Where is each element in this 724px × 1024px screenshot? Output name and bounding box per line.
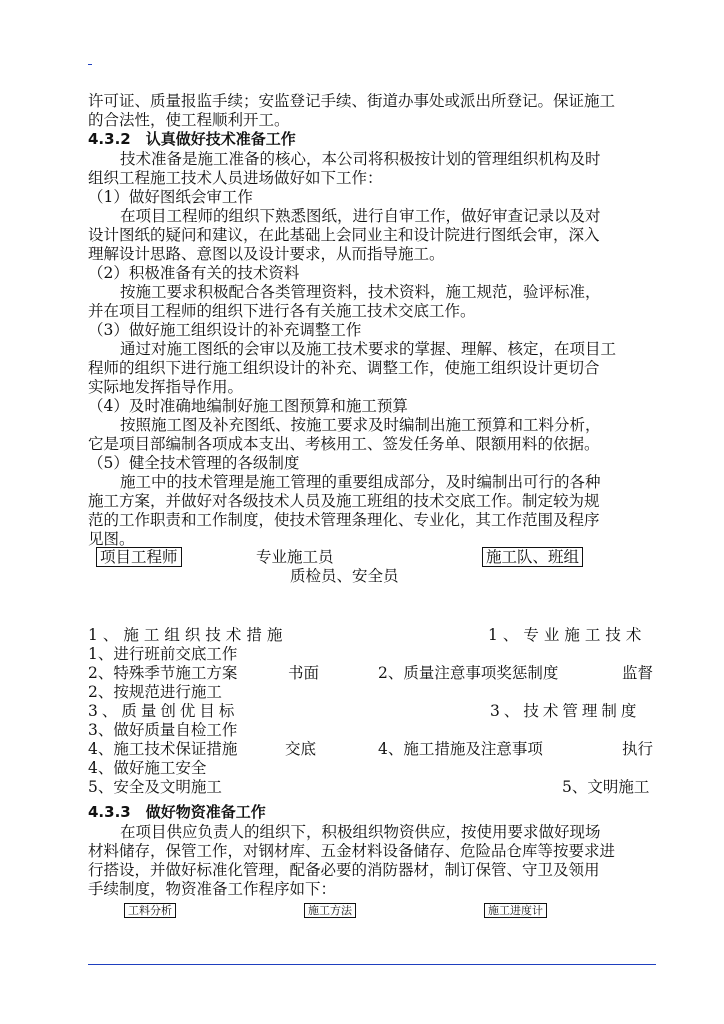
paragraph-line: 按施工要求积极配合各类管理资料，技术资料，施工规范，验评标准， [120, 283, 601, 301]
paragraph-line: 许可证、质量报监手续；安监登记手续、街道办事处或派出所登记。保证施工 [88, 92, 616, 110]
subheading-5: （5）健全技术管理的各级制度 [88, 454, 300, 472]
paragraph-line: 技术准备是施工准备的核心，本公司将积极按计划的管理组织机构及时 [120, 150, 601, 168]
list-item: 3、做好质量自检工作 [88, 721, 238, 739]
paragraph-line: 在项目工程师的组织下熟悉图纸，进行自审工作，做好审查记录以及对 [120, 207, 601, 225]
list-item: 执行 [622, 740, 654, 758]
list-item: 3、技术管理制度 [490, 702, 641, 720]
diagram-box-label: 项目工程师 [96, 547, 182, 567]
list-item: 5、安全及文明施工 [88, 778, 222, 796]
paragraph-line: 实际地发挥指导作用。 [88, 378, 244, 396]
paragraph-line: 按照施工图及补充图纸、按施工要求及时编制出施工预算和工料分析， [120, 416, 601, 434]
list-item: 3、质量创优目标 [88, 702, 239, 720]
flow-box-material-analysis [124, 900, 176, 919]
subheading-2: （2）积极准备有关的技术资料 [88, 264, 300, 282]
section-heading-4-3-3: 4.3.3 做好物资准备工作 [88, 803, 266, 821]
list-item: 4、施工技术保证措施 [88, 740, 238, 758]
list-item: 书面 [288, 664, 320, 682]
diagram-box-construction-team [482, 548, 583, 567]
paragraph-line: 程师的组织下进行施工组织设计的补充、调整工作，使施工组织设计更切合 [88, 359, 600, 377]
subheading-1: （1）做好图纸会审工作 [88, 188, 253, 206]
list-item: 1、施工组织技术措施 [88, 626, 288, 644]
paragraph-line: 组织工程施工技术人员进场做好如下工作： [88, 169, 383, 187]
diagram-label-specialist: 专业施工员 [256, 548, 334, 566]
header-line [88, 64, 92, 65]
list-item: 4、施工措施及注意事项 [378, 740, 543, 758]
paragraph-line: 理解设计思路、意图以及设计要求，从而指导施工。 [88, 245, 445, 263]
paragraph-line: 范的工作职责和工作制度，使技术管理条理化、专业化，其工作范围及程序 [88, 511, 600, 529]
paragraph-line: 的合法性，使工程顺利开工。 [88, 111, 290, 129]
diagram-box-project-engineer [96, 548, 182, 567]
paragraph-line: 施工中的技术管理是施工管理的重要组成部分，及时编制出可行的各种 [120, 473, 601, 491]
flow-box-label: 施工进度计 [484, 903, 547, 918]
paragraph-line: 设计图纸的疑问和建议，在此基础上会同业主和设计院进行图纸会审，深入 [88, 226, 600, 244]
list-item: 交底 [285, 740, 317, 758]
list-item: 5、文明施工 [562, 778, 650, 796]
list-item: 2、质量注意事项奖惩制度 [378, 664, 559, 682]
diagram-box-label: 施工队、班组 [482, 547, 583, 567]
flow-box-label: 工料分析 [124, 903, 176, 918]
subheading-4: （4）及时准确地编制好施工图预算和施工预算 [88, 397, 408, 415]
footer-line [88, 964, 656, 965]
flow-box-schedule [484, 900, 547, 919]
list-item: 监督 [622, 664, 654, 682]
paragraph-line: 通过对施工图纸的会审以及施工技术要求的掌握、理解、核定，在项目工 [120, 340, 617, 358]
paragraph-line: 在项目供应负责人的组织下，积极组织物资供应，按使用要求做好现场 [120, 823, 601, 841]
list-item: 2、按规范进行施工 [88, 683, 222, 701]
paragraph-line: 它是项目部编制各项成本支出、考核用工、签发任务单、限额用料的依据。 [88, 435, 600, 453]
list-item: 1、专业施工技术 [488, 626, 647, 644]
flow-box-label: 施工方法 [304, 903, 356, 918]
list-item: 1、进行班前交底工作 [88, 645, 238, 663]
list-item: 4、做好施工安全 [88, 759, 207, 777]
paragraph-line: 施工方案，并做好对各级技术人员及施工班组的技术交底工作。制定较为规 [88, 492, 600, 510]
subheading-3: （3）做好施工组织设计的补充调整工作 [88, 321, 362, 339]
paragraph-line: 并在项目工程师的组织下进行各有关施工技术交底工作。 [88, 302, 476, 320]
list-item: 2、特殊季节施工方案 [88, 664, 238, 682]
paragraph-line: 见图。 [88, 530, 135, 548]
section-heading-4-3-2: 4.3.2 认真做好技术准备工作 [88, 130, 296, 148]
flow-box-construction-method [304, 900, 356, 919]
paragraph-line: 材料储存，保管工作，对钢材库、五金材料设备储存、危险品仓库等按要求进 [88, 842, 616, 860]
diagram-label-inspector: 质检员、安全员 [290, 567, 399, 585]
paragraph-line: 手续制度，物资准备工作程序如下： [88, 880, 337, 898]
paragraph-line: 行搭设，并做好标准化管理，配备必要的消防器材，制订保管、守卫及领用 [88, 861, 600, 879]
